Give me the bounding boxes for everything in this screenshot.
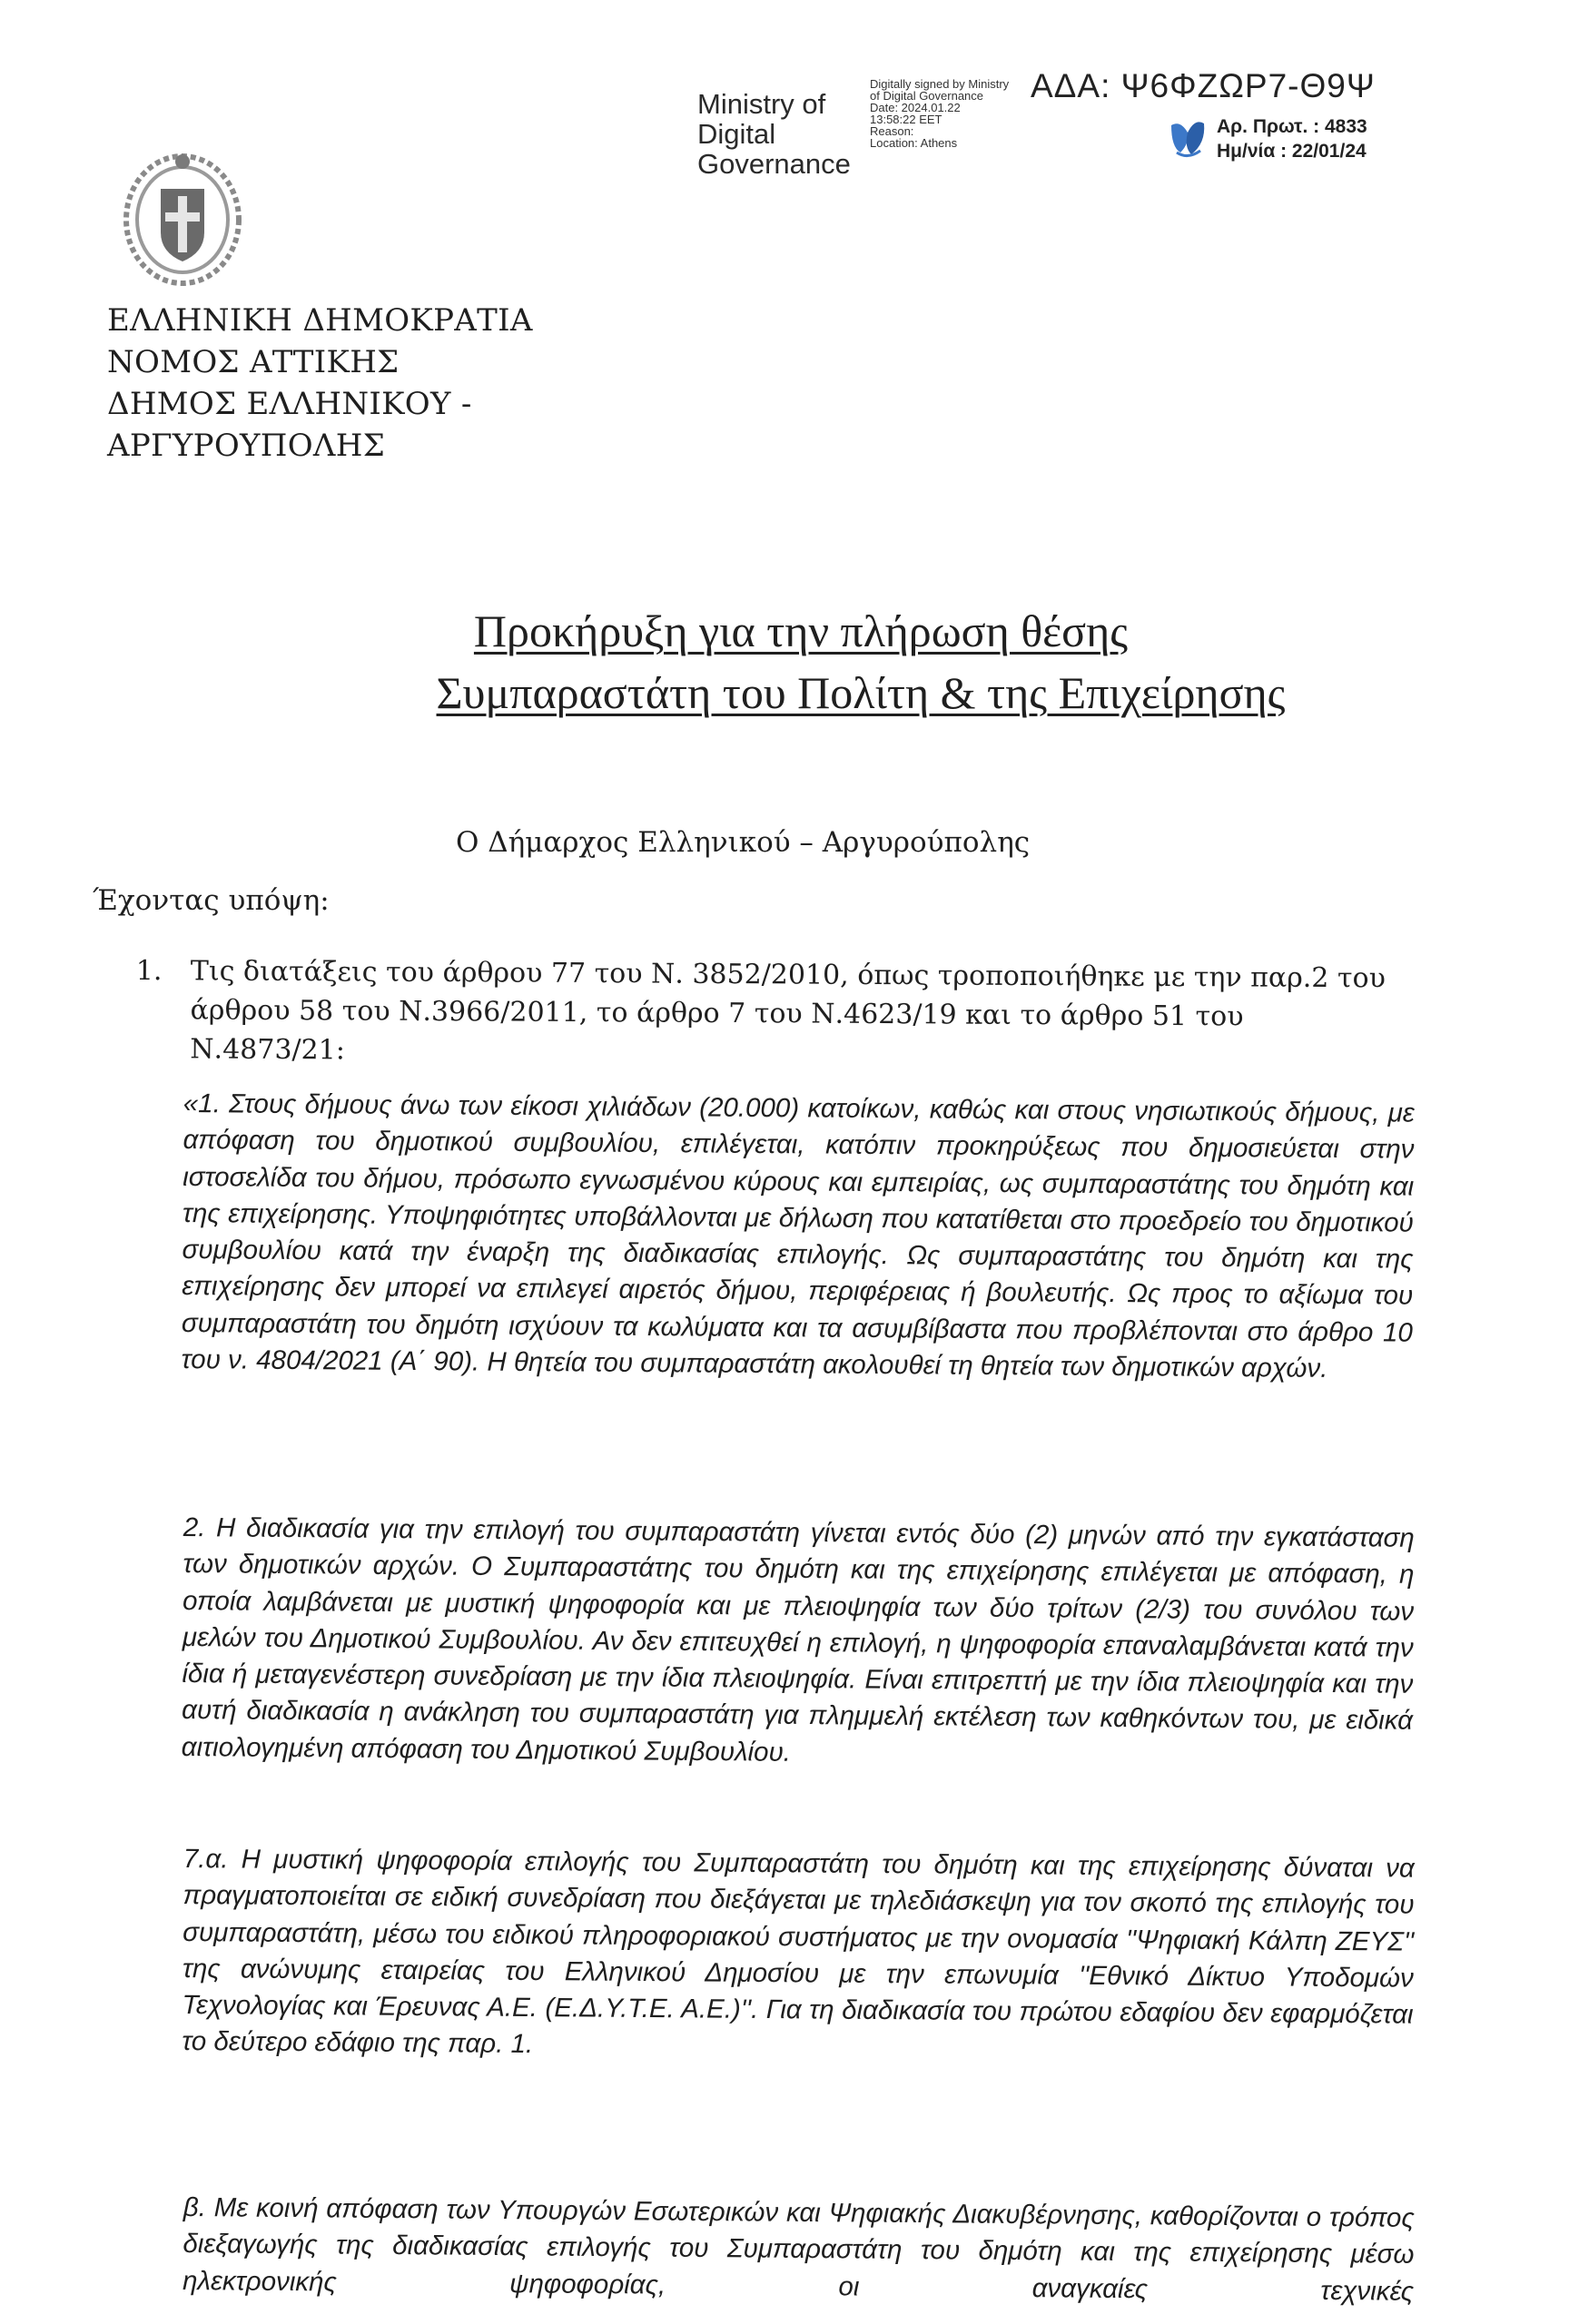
quoted-paragraph-7a: 7.α. Η μυστική ψηφοφορία επιλογής του Συμπαραστάτη του δημότη και της επιχείρησης δύναται να πραγματοποιείται σε ειδική συνεδρίαση που διεξάγεται με τηλεδιάσκεψη για τον σκοπό της επιλογής του συμπαραστάτη, μέσω του ειδικού πληροφοριακού συστήματος με την ονομασία ''Ψηφιακή Κάλπη ΖΕΥΣ'' της ανώνυμης εταιρείας του Ελληνικού Δημοσίου με την επωνυμία ''Εθνικό Δίκτυο Υποδομών Τεχνολογίας και Έρευνας Α.Ε. (Ε.Δ.Υ.Τ.Ε. Α.Ε.)''. Για τη διαδικασία του πρώτου εδαφίου δεν εφαρμόζεται το δεύτερο εδάφιο της παρ. 1. [182, 1843, 1415, 2060]
signature-line: Location: Athens [870, 136, 958, 150]
authority-line: ΝΟΜΟΣ ΑΤΤΙΚΗΣ [107, 344, 400, 380]
signature-line: Reason: [870, 124, 914, 138]
protocol-number: Αρ. Πρωτ. : 4833 [1217, 116, 1367, 137]
greek-coat-of-arms-emblem [120, 145, 245, 289]
document-title-line-1: Προκήρυξη για την πλήρωση θέσης [473, 606, 1129, 656]
item-number: 1. [135, 954, 163, 988]
quoted-paragraph-1: «1. Στους δήμους άνω των είκοσι χιλιάδων (20.000) κατοίκων, καθώς και στους νησιωτικούς δήμους, με απόφαση του δημοτικού συμβουλίου, επιλέγεται, κατόπιν προκηρύξεως που δημοσιεύεται στην ιστοσελίδα του δήμου, πρόσωπο εγνωσμένου κύρους και εμπειρίας, ως συμπαραστάτης του δημότη και της επιχείρησης. Υποψηφιότητες υποβάλλονται με δήλωση που κατατίθεται στο προεδρείο του δημοτικού συμβουλίου κατά την έναρξη της διαδικασίας επιλογής. Ως συμπαραστάτης του δημότη και της επιχείρησης δεν μπορεί να επιλεγεί αιρετός δήμου, περιφέρειας ή βουλευτής. Ως προς το αξίωμα του συμπαραστάτη του δημότη ισχύουν τα κωλύματα και τα ασυμβίβαστα που προβλέπονται στο άρθρο 10 του ν. 4804/2021 (Α΄ 90). Η θητεία του συμπαραστάτη ακολουθεί τη θητεία των δημοτικών αρχών. [181, 1088, 1415, 1384]
authority-line: ΑΡΓΥΡΟΥΠΟΛΗΣ [107, 428, 386, 464]
quoted-paragraph-2: 2. Η διαδικασία για την επιλογή του συμπαραστάτη γίνεται εντός δύο (2) μηνών από την εγκατάσταση των δημοτικών αρχών. Ο Συμπαραστάτης του δημότη και της επιχείρησης επιλέγεται με απόφαση, η οποία λαμβάνεται με μυστική ψηφοφορία και με πλειοψηφία των δύο τρίτων (2/3) του συνόλου των μελών του Δημοτικού Συμβουλίου. Αν δεν επιτευχθεί η επιλογή, η ψηφοφορία επαναλαμβάνεται κατά την ίδια ή μεταγενέστερη συνεδρίαση με την ίδια πλειοψηφία. Είναι επιτρεπτή με την ίδια πλειοψηφία και την αυτή διαδικασία η ανάκληση του συμπαραστάτη για πλημμελή εκτέλεση των καθηκόντων του, με ειδικά αιτιολογημένη απόφαση του Δημοτικού Συμβουλίου. [181, 1512, 1415, 1768]
item-text: Τις διατάξεις του άρθρου 77 του Ν. 3852/2010, όπως τροποποιήθηκε με την παρ.2 του άρθρου 58 του Ν.3966/2011, το άρθρο 7 του Ν.4623/19 και το άρθρο 51 του Ν.4873/21: [190, 955, 1386, 1067]
issuing-authority [107, 300, 533, 467]
authority-line: ΔΗΜΟΣ ΕΛΛΗΝΙΚΟΥ - [107, 386, 472, 422]
diavgeia-logo-icon [1168, 116, 1208, 162]
authority-line: ΕΛΛΗΝΙΚΗ ΔΗΜΟΚΡΑΤΙΑ [107, 302, 533, 339]
numbered-item-1 [135, 951, 1398, 1076]
protocol-date: Ημ/νία : 22/01/24 [1217, 141, 1367, 162]
signature-line: of Digital Governance [870, 89, 984, 103]
quoted-paragraph-7b: β. Με κοινή απόφαση των Υπουργών Εσωτερικών και Ψηφιακής Διακυβέρνησης, καθορίζονται ο τρόπος διεξαγωγής της διαδικασίας επιλογής του Συμπαραστάτη του δημότη και της επιχείρησης μέσω ηλεκτρονικής ψηφοφορίας, οι αναγκαίες τεχνικές [182, 2192, 1415, 2307]
ada-code: ΑΔΑ: Ψ6ΦΖΩΡ7-Θ9Ψ [1031, 67, 1376, 104]
having-in-view-label: Έχοντας υπόψη: [93, 884, 330, 917]
signature-line: Date: 2024.01.22 [870, 101, 961, 114]
document-title-line-2: Συμπαραστάτη του Πολίτη & της Επιχείρησης [436, 667, 1286, 718]
protocol-block [1217, 114, 1367, 163]
ministry-name: Ministry of Digital Governance [697, 88, 851, 180]
digital-signature-block [870, 78, 1042, 149]
signature-line: Digitally signed by Ministry [870, 77, 1010, 91]
mayor-line: Ο Δήμαρχος Ελληνικού – Αργυρούπολης [456, 826, 1031, 859]
signature-line: 13:58:22 EET [870, 113, 942, 126]
